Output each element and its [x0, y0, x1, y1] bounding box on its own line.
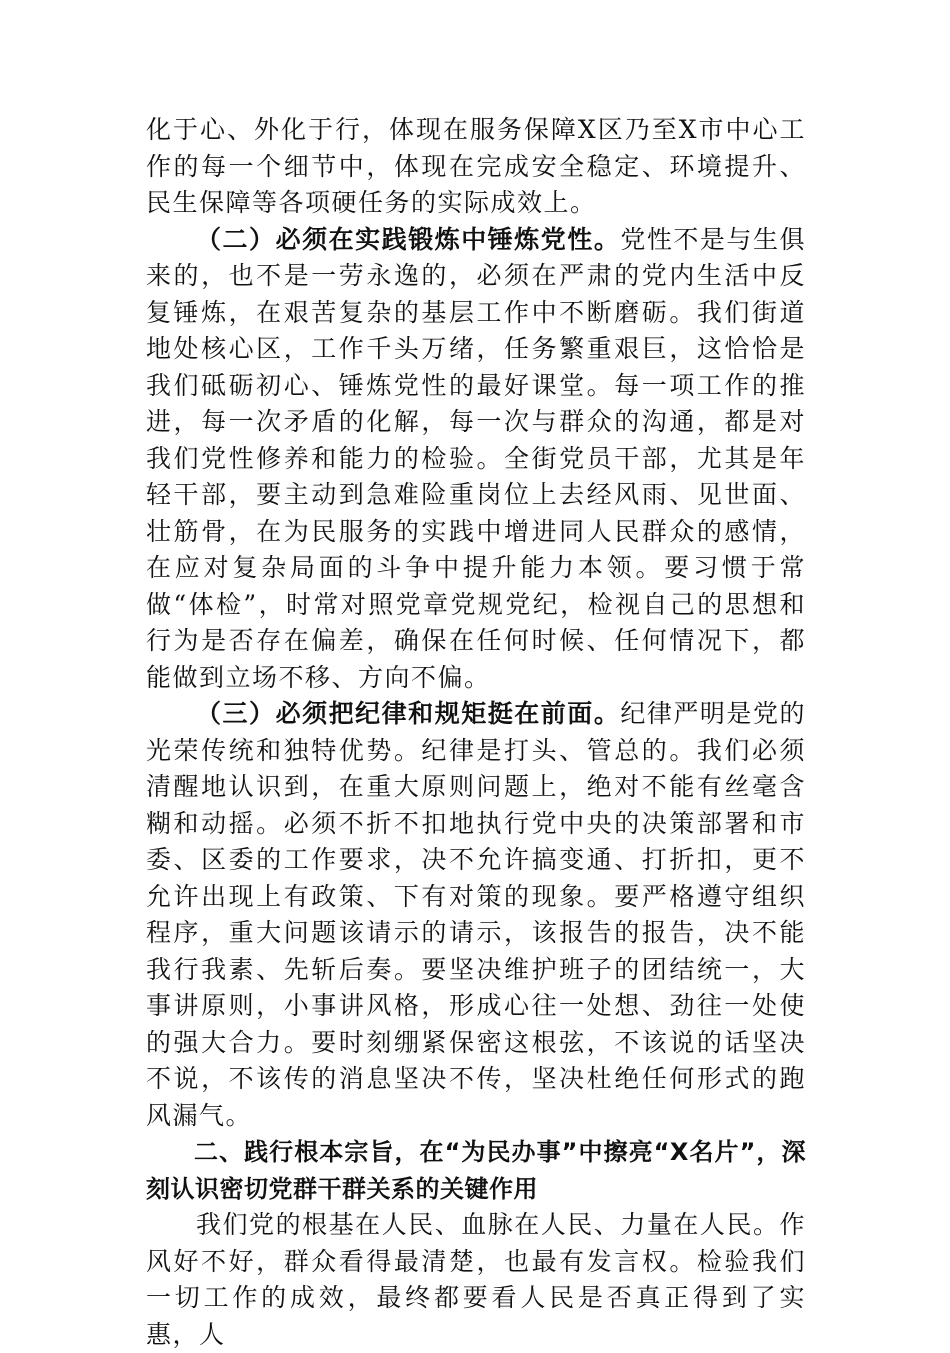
paragraph-body-discipline: 纪律严明是党的光荣传统和独特优势。纪律是打头、管总的。我们必须清醒地认识到，在重大原则问题上，绝对不能有丝毫含糊和动摇。必须不折不扣地执行党中央的决策部署和市委、区委的工作要求，决不允许搞变通、打折扣，更不允许出现上有政策、下有对策的现象。要严格遵守组织程序，重大问题该请示的请示，该报告的报告，决不能我行我素、先斩后奏。要坚决维护班子的团结统一，大事讲原则，小事讲风格，形成心往一处想、劲往一处使的强大合力。要时刻绷紧保密这根弦，不该说的话坚决不说，不该传的消息坚决不传，坚决杜绝任何形式的跑风漏气。: [146, 699, 806, 1130]
paragraph-lead-discipline: （三）必须把纪律和规矩挺在前面。: [196, 699, 621, 728]
paragraph-party-spirit: [146, 222, 806, 697]
paragraph-continuation: 化于心、外化于行，体现在服务保障X区乃至X市中心工作的每一个细节中，体现在完成安全稳定、环境提升、民生保障等各项硬任务的实际成效上。: [146, 115, 806, 217]
paragraph-body-party-spirit: 党性不是与生俱来的，也不是一劳永逸的，必须在严肃的党内生活中反复锤炼，在艰苦复杂的基层工作中不断磨砺。我们街道地处核心区，工作千头万绪，任务繁重艰巨，这恰恰是我们砥砺初心、锤炼党性的最好课堂。每一项工作的推进，每一次矛盾的化解，每一次与群众的沟通，都是对我们党性修养和能力的检验。全街党员干部，尤其是年轻干部，要主动到急难险重岗位上去经风雨、见世面、壮筋骨，在为民服务的实践中增进同人民群众的感情，在应对复杂局面的斗争中提升能力本领。要习惯于常做“体检”，时常对照党章党规党纪，检视自己的思想和行为是否存在偏差，确保在任何时候、任何情况下，都能做到立场不移、方向不偏。: [146, 224, 806, 692]
paragraph-discipline: [146, 696, 806, 1134]
paragraph-closing: 我们党的根基在人民、血脉在人民、力量在人民。作风好不好，群众看得最清楚，也最有发言权。检验我们一切工作的成效，最终都要看人民是否真正得到了实惠，人: [146, 1210, 806, 1349]
section-heading: 二、践行根本宗旨，在“为民办事”中擦亮“X名片”，深刻认识密切党群干群关系的关键作用: [146, 1138, 806, 1203]
document-page: [146, 112, 806, 1353]
paragraph-lead-party-spirit: （二）必须在实践锻炼中锤炼党性。: [196, 224, 621, 254]
